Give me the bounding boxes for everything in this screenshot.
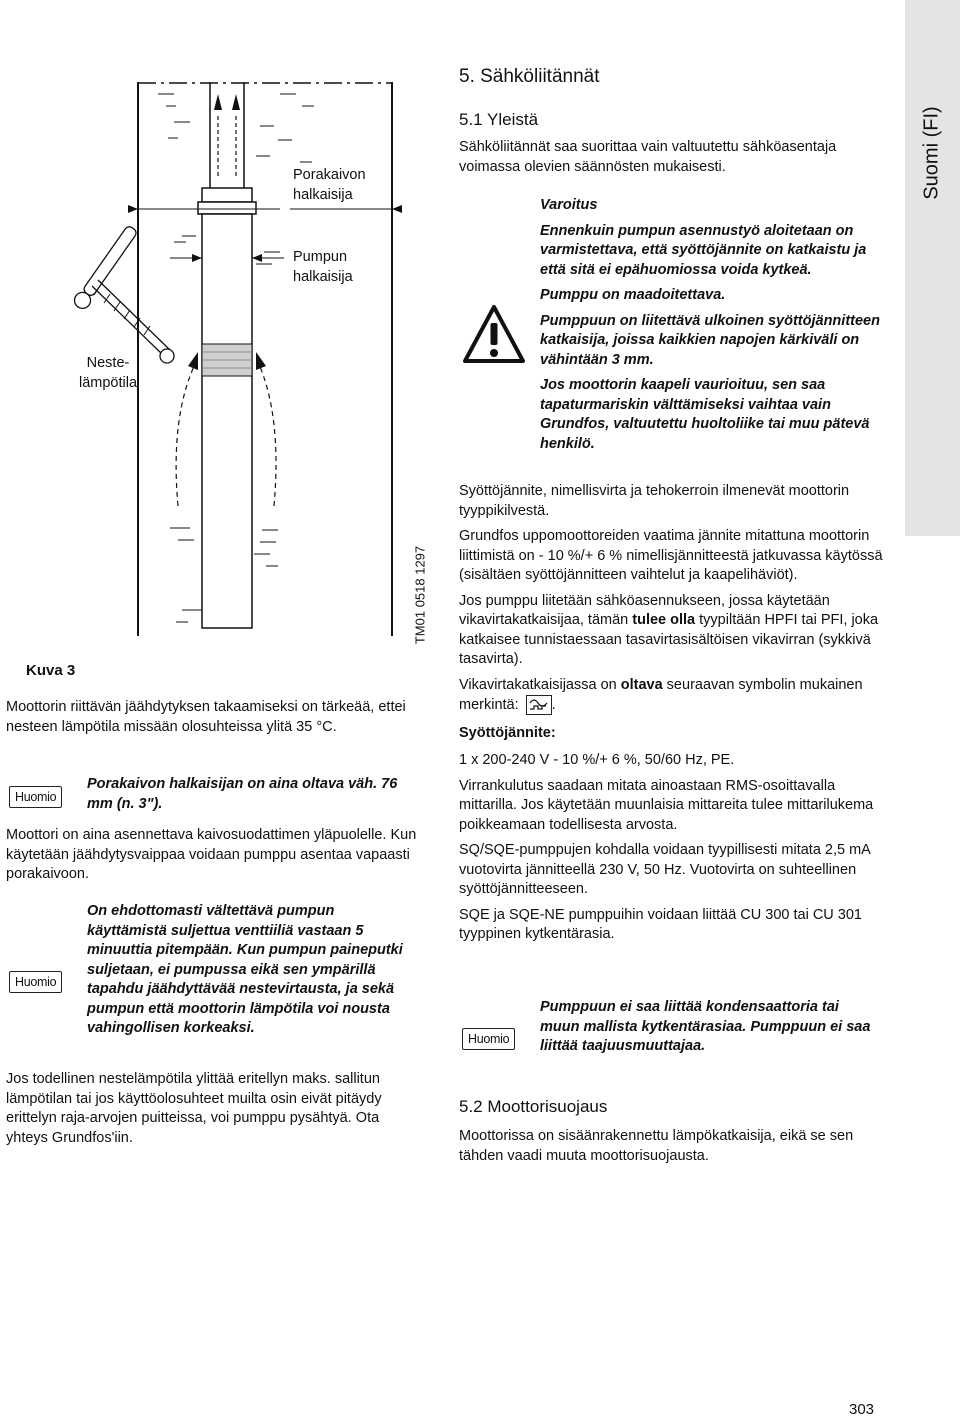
right-paragraph-general: Sähköliitännät saa suorittaa vain valtuutettu sähköasentaja voimassa olevien säännösten mukaisesti. (459, 139, 837, 175)
warning-title: Varoitus (540, 197, 598, 213)
figure-label-pump-diameter: Pumpun halkaisija (293, 249, 353, 285)
warning-item-cable: Jos moottorin kaapeli vaurioituu, sen saa tapaturmariskin välttämiseksi vaihtaa vain Grundfos, valtuutettu huoltoliike tai muu pätevä henkilö. (540, 377, 870, 452)
figure-caption: Kuva 3 (26, 662, 76, 679)
figure-reference-code: TM01 0518 1297 (412, 545, 428, 645)
rcd-symbol-icon (526, 695, 552, 715)
right-paragraph-rms: Virrankulutus saadaan mitata ainoastaan RMS-osoittavalla mittarilla. Jos käytetään muunlaisia mittareita tulee mittarilukema poikkeamaan todellisesta arvosta. (459, 777, 874, 833)
section-heading-5-2: 5.2 Moottorisuojaus (459, 1097, 608, 1116)
right-paragraph-nameplate: Syöttöjännite, nimellisvirta ja tehokerroin ilmenevät moottorin tyyppikilvestä. (459, 483, 850, 519)
note-text-borehole-diameter: Porakaivon halkaisijan on aina oltava väh. 76 mm (n. 3"). (87, 776, 398, 812)
language-tab-background (905, 0, 960, 536)
right-paragraph-rcd: Jos pumppu liitetään sähköasennukseen, jossa käytetään vikavirtakatkaisijaa, tämän tulee olla tyypiltään HPFI tai PFI, joka katkaisee tunnistaessaan tasavirtasisältöisen vikavirran (sykkivä tasavirta). (459, 592, 879, 667)
note-text-capacitor: Pumppuun ei saa liittää kondensaattoria tai muun mallista kytkentärasiaa. Pumppuun ei saa liittää taajuusmuuttajaa. (540, 999, 871, 1054)
right-paragraph-voltage-tolerance: Grundfos uppomoottoreiden vaatima jännite mitattuna moottorin liittimistä on - 10 %/+ 6 % nimellisjännitteestä jatkuvassa käytössä (sisältäen syöttöjännitteen vaihtelut ja kaapelihäviöt). (459, 528, 883, 583)
left-paragraph-temperature-limit: Jos todellinen nestelämpötila ylittää eritellyn maks. sallitun lämpötilan tai jos käyttöolosuhteet muilta osin eivät pitäydy erittelyn raja-arvojen puitteissa, voi pumppu pysähtyä. Ota yhteys Grundfos'iin. (6, 1071, 382, 1146)
supply-voltage-value: 1 x 200-240 V - 10 %/+ 6 %, 50/60 Hz, PE. (459, 752, 735, 768)
page-number: 303 (849, 1401, 875, 1418)
left-paragraph-cooling: Moottorin riittävän jäähdytyksen takaamiseksi on tärkeää, ettei nesteen lämpötila missään olosuhteissa ylitä 35 °C. (6, 699, 406, 735)
note-badge-2: Huomio (9, 971, 62, 993)
language-tab-label: Suomi (FI) (920, 106, 943, 200)
note-badge-1: Huomio (9, 786, 62, 808)
section-heading-5: 5. Sähköliitännät (459, 66, 600, 87)
right-paragraph-cu300: SQE ja SQE-NE pumppuihin voidaan liittää CU 300 tai CU 301 tyyppinen kytkentärasia. (459, 906, 862, 942)
warning-item-mains-switch: Pumppuun on liitettävä ulkoinen syöttöjännitteen katkaisija, joissa kaikkien napojen kärkiväli on vähintään 3 mm. (540, 312, 880, 368)
warning-item-earthing: Pumppu on maadoitettava. (540, 287, 726, 303)
note-badge-3: Huomio (462, 1028, 515, 1050)
right-text-flow (459, 482, 889, 945)
right-paragraph-leakage: SQ/SQE-pumppujen kohdalla voidaan tyypillisesti mitata 2,5 mA vuotovirta jännitteellä 230 V, 50 Hz. Vuotovirta on suhteellinen syöttöjännitteeseen. (459, 842, 871, 897)
figure-label-liquid-temperature: Neste-lämpötila (78, 355, 138, 391)
supply-voltage-heading: Syöttöjännite: (459, 724, 556, 741)
figure-label-casing-clearance: Porakaivon halkaisija (293, 167, 366, 203)
note-text-closed-valve: On ehdottomasti vältettävä pumpun käyttämistä suljettua venttiiliä vastaan 5 minuuttia pitempään. Kun pumpun paineputki suljetaan, ei pumpussa eikä sen ympärillä tapahdu jäähdyttävää nestevirtausta, ja sekä pumpun että moottorin lämpötila voi nousta vahingollisen korkeaksi. (87, 903, 403, 1036)
right-paragraph-rcd-marking: Vikavirtakatkaisijassa on oltava seuraavan symbolin mukainen merkintä: . (459, 676, 863, 713)
right-paragraph-motor-protection: Moottorissa on sisäänrakennettu lämpökatkaisija, eikä se sen tähden vaadi muuta moottorisuojausta. (459, 1128, 854, 1164)
section-heading-5-1: 5.1 Yleistä (459, 110, 539, 129)
warning-block (540, 196, 880, 454)
left-paragraph-installation: Moottori on aina asennettava kaivosuodattimen yläpuolelle. Kun käytetään jäähdytysvaippaa voidaan pumppu asentaa vapaasti porakaivoon. (6, 827, 417, 882)
warning-item-disconnect: Ennenkuin pumpun asennustyö aloitetaan on varmistettava, että syöttöjännite on katkaistu ja että sitä ei epähuomiossa voida kytkeä. (540, 222, 867, 278)
warning-triangle-icon (462, 303, 526, 365)
